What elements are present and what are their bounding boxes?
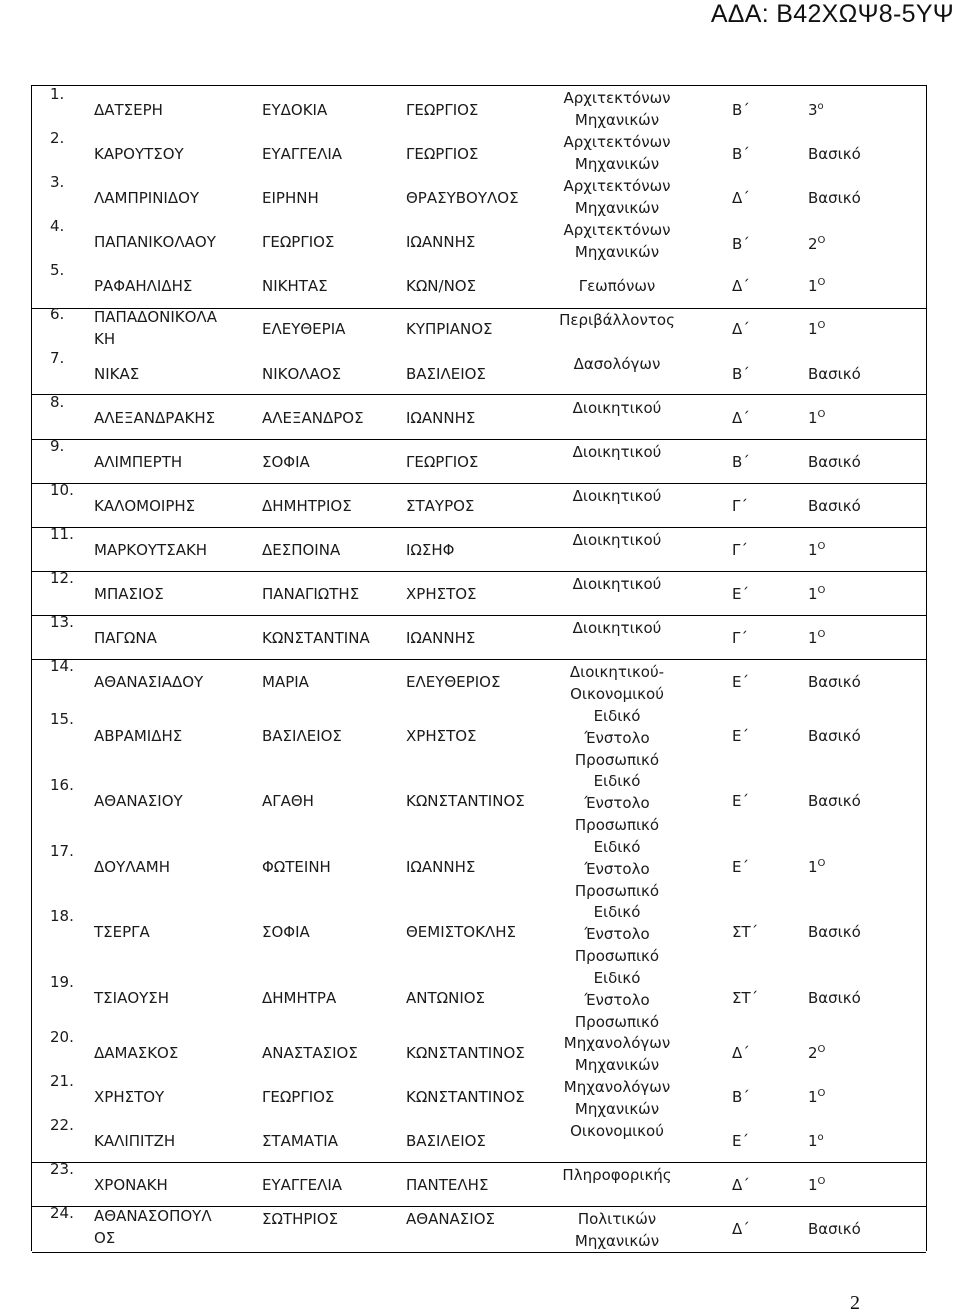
category-cell: Β΄ — [732, 453, 750, 471]
category-cell: Γ΄ — [732, 629, 748, 647]
table-row-group — [32, 615, 926, 655]
category-cell: Ε΄ — [732, 727, 749, 745]
specialty-cell: Διοικητικού — [572, 487, 662, 505]
row-number: 24. — [50, 1204, 74, 1222]
grade-cell: Βασικό — [808, 497, 861, 515]
row-number: 21. — [50, 1072, 74, 1090]
category-cell: Δ΄ — [732, 1044, 750, 1062]
first-name-cell: ΣΟΦΙΑ — [262, 923, 310, 941]
grade-cell: Βασικό — [808, 145, 861, 163]
specialty-cell: Προσωπικό — [574, 816, 660, 834]
specialty-cell: Μηχανολόγων — [563, 1078, 671, 1096]
specialty-cell: Μηχανικών — [574, 155, 660, 173]
row-number: 10. — [50, 481, 74, 499]
specialty-cell: Μηχανικών — [574, 111, 660, 129]
first-name-cell: ΕΥΑΓΓΕΛΙΑ — [262, 1176, 343, 1194]
category-cell: Γ΄ — [732, 541, 748, 559]
father-name-cell: ΓΕΩΡΓΙΟΣ — [406, 101, 479, 119]
specialty-cell: Ειδικό — [593, 838, 641, 856]
surname-cell: ΜΑΡΚΟΥΤΣΑΚΗ — [94, 541, 208, 559]
surname-cell: ΧΡΗΣΤΟΥ — [94, 1088, 165, 1106]
category-cell: Β΄ — [732, 101, 750, 119]
grade-cell: $1^o$ — [808, 1132, 824, 1150]
specialty-cell: Διοικητικού- — [569, 663, 665, 681]
specialty-cell: Μηχανικών — [574, 243, 660, 261]
father-name-cell: ΚΩΝΣΤΑΝΤΙΝΟΣ — [406, 792, 525, 810]
specialty-cell: Οικονομικού — [570, 1122, 664, 1140]
grade-cell: $3^o$ — [808, 101, 824, 119]
category-cell: Δ΄ — [732, 189, 750, 207]
surname-cell: ΚΑΛΟΜΟΙΡΗΣ — [94, 497, 196, 515]
surname-cell: ΚΑΛΙΠΙΤΖΗ — [94, 1132, 176, 1150]
father-name-cell: ΚΩΝ/ΝΟΣ — [406, 277, 477, 295]
grade-cell: Βασικό — [808, 792, 861, 810]
grade-cell: Βασικό — [808, 989, 861, 1007]
first-name-cell: ΓΕΩΡΓΙΟΣ — [262, 1088, 335, 1106]
surname-cell: ΚΑΡΟΥΤΣΟΥ — [94, 145, 184, 163]
father-name-cell: ΒΑΣΙΛΕΙΟΣ — [406, 365, 486, 383]
first-name-cell: ΣΩΤΗΡΙΟΣ — [262, 1210, 339, 1228]
surname-cell: ΔΟΥΛΑΜΗ — [94, 858, 170, 876]
father-name-cell: ΙΩΑΝΝΗΣ — [406, 233, 476, 251]
row-number: 5. — [50, 261, 65, 279]
specialty-cell: Γεωπόνων — [578, 277, 656, 295]
specialty-cell: Διοικητικού — [572, 443, 662, 461]
specialty-cell: Αρχιτεκτόνων — [563, 221, 671, 239]
row-number: 14. — [50, 657, 74, 675]
grade-cell: Βασικό — [808, 673, 861, 691]
specialty-cell: Διοικητικού — [572, 619, 662, 637]
surname-cell: ΑΛΙΜΠΕΡΤΗ — [94, 453, 183, 471]
first-name-cell: ΠΑΝΑΓΙΩΤΗΣ — [262, 585, 360, 603]
grade-cell: Βασικό — [808, 189, 861, 207]
row-number: 15. — [50, 710, 74, 728]
category-cell: Δ΄ — [732, 277, 750, 295]
father-name-cell: ΧΡΗΣΤΟΣ — [406, 585, 477, 603]
first-name-cell: ΕΙΡΗΝΗ — [262, 189, 319, 207]
row-number: 7. — [50, 349, 65, 367]
first-name-cell: ΣΟΦΙΑ — [262, 453, 310, 471]
row-number: 1. — [50, 85, 65, 103]
first-name-cell: ΒΑΣΙΛΕΙΟΣ — [262, 727, 342, 745]
surname-cell: ΤΣΙΑΟΥΣΗ — [94, 989, 170, 1007]
father-name-cell: ΓΕΩΡΓΙΟΣ — [406, 453, 479, 471]
first-name-cell: ΕΥΔΟΚΙΑ — [262, 101, 328, 119]
row-number: 2. — [50, 129, 65, 147]
grade-cell: $2^O$ — [808, 1044, 826, 1062]
category-cell: ΣΤ΄ — [732, 989, 759, 1007]
specialty-cell: Μηχανικών — [574, 1100, 660, 1118]
category-cell: Γ΄ — [732, 497, 748, 515]
father-name-cell: ΘΡΑΣΥΒΟΥΛΟΣ — [406, 189, 519, 207]
father-name-cell: ΑΝΤΩΝΙΟΣ — [406, 989, 486, 1007]
specialty-cell: Αρχιτεκτόνων — [563, 133, 671, 151]
row-number: 12. — [50, 569, 74, 587]
specialty-cell: Ειδικό — [593, 903, 641, 921]
surname-cell: ΔΑΜΑΣΚΟΣ — [94, 1044, 179, 1062]
specialty-cell: Δασολόγων — [573, 355, 661, 373]
specialty-cell: Πληροφορικής — [562, 1166, 672, 1184]
father-name-cell: ΙΩΣΗΦ — [406, 541, 455, 559]
father-name-cell: ΙΩΑΝΝΗΣ — [406, 629, 476, 647]
category-cell: Ε΄ — [732, 585, 749, 603]
specialty-cell: Μηχανικών — [574, 1056, 660, 1074]
specialty-cell: Ειδικό — [593, 772, 641, 790]
father-name-cell: ΒΑΣΙΛΕΙΟΣ — [406, 1132, 486, 1150]
first-name-cell: ΔΗΜΗΤΡΙΟΣ — [262, 497, 352, 515]
row-number: 9. — [50, 437, 65, 455]
surname-cell: ΚΗ — [94, 330, 116, 348]
grade-cell: Βασικό — [808, 365, 861, 383]
surname-cell: ΜΠΑΣΙΟΣ — [94, 585, 164, 603]
specialty-cell: Μηχανολόγων — [563, 1034, 671, 1052]
father-name-cell: ΘΕΜΙΣΤΟΚΛΗΣ — [406, 923, 516, 941]
first-name-cell: ΔΕΣΠΟΙΝΑ — [262, 541, 341, 559]
row-number: 17. — [50, 842, 74, 860]
row-number: 18. — [50, 907, 74, 925]
specialty-cell: Μηχανικών — [574, 1232, 660, 1250]
specialty-cell: Ειδικό — [593, 707, 641, 725]
surname-cell: ΑΘΑΝΑΣΙΑΔΟΥ — [94, 673, 204, 691]
father-name-cell: ΕΛΕΥΘΕΡΙΟΣ — [406, 673, 501, 691]
first-name-cell: ΕΛΕΥΘΕΡΙΑ — [262, 320, 346, 338]
first-name-cell: ΑΓΑΘΗ — [262, 792, 314, 810]
grade-cell: Βασικό — [808, 923, 861, 941]
specialty-cell: Περιβάλλοντος — [559, 311, 675, 329]
surname-cell: ΔΑΤΣΕΡΗ — [94, 101, 163, 119]
father-name-cell: ΑΘΑΝΑΣΙΟΣ — [406, 1210, 495, 1228]
page-number: 2 — [850, 1292, 860, 1314]
specialty-cell: Ένστολο — [584, 991, 650, 1009]
category-cell: Β΄ — [732, 1088, 750, 1106]
surname-cell: ΠΑΠΑΝΙΚΟΛΑΟΥ — [94, 233, 216, 251]
surname-cell: ΤΣΕΡΓΑ — [94, 923, 150, 941]
first-name-cell: ΓΕΩΡΓΙΟΣ — [262, 233, 335, 251]
grade-cell: $1^O$ — [808, 1176, 826, 1194]
grade-cell: $1^O$ — [808, 409, 826, 427]
specialty-cell: Πολιτικών — [577, 1210, 657, 1228]
specialty-cell: Διοικητικού — [572, 575, 662, 593]
category-cell: Δ΄ — [732, 409, 750, 427]
grade-cell: $1^O$ — [808, 1088, 826, 1106]
category-cell: ΣΤ΄ — [732, 923, 759, 941]
specialty-cell: Ένστολο — [584, 729, 650, 747]
category-cell: Ε΄ — [732, 673, 749, 691]
row-number: 16. — [50, 776, 74, 794]
first-name-cell: ΔΗΜΗΤΡΑ — [262, 989, 337, 1007]
specialty-cell: Προσωπικό — [574, 882, 660, 900]
surname-cell: ΠΑΓΩΝΑ — [94, 629, 157, 647]
first-name-cell: ΕΥΑΓΓΕΛΙΑ — [262, 145, 343, 163]
grade-cell: $1^O$ — [808, 629, 826, 647]
surname-cell: ΝΙΚΑΣ — [94, 365, 140, 383]
row-number: 6. — [50, 305, 65, 323]
grade-cell: Βασικό — [808, 1220, 861, 1238]
surname-cell: ΟΣ — [94, 1229, 116, 1247]
specialty-cell: Ένστολο — [584, 860, 650, 878]
category-cell: Β΄ — [732, 365, 750, 383]
surname-cell: ΡΑΦΑΗΛΙΔΗΣ — [94, 277, 193, 295]
category-cell: Δ΄ — [732, 1176, 750, 1194]
table-row-group — [32, 571, 926, 611]
grade-cell: $2^O$ — [808, 235, 826, 253]
first-name-cell: ΦΩΤΕΙΝΗ — [262, 858, 331, 876]
father-name-cell: ΣΤΑΥΡΟΣ — [406, 497, 475, 515]
specialty-cell: Αρχιτεκτόνων — [563, 177, 671, 195]
row-number: 23. — [50, 1160, 74, 1178]
first-name-cell: ΝΙΚΟΛΑΟΣ — [262, 365, 342, 383]
specialty-cell: Αρχιτεκτόνων — [563, 89, 671, 107]
row-number: 22. — [50, 1116, 74, 1134]
father-name-cell: ΠΑΝΤΕΛΗΣ — [406, 1176, 489, 1194]
grade-cell: Βασικό — [808, 727, 861, 745]
ada-code: ΑΔΑ: Β42ΧΩΨ8-5ΥΨ — [710, 0, 954, 28]
first-name-cell: ΑΛΕΞΑΝΔΡΟΣ — [262, 409, 364, 427]
first-name-cell: ΝΙΚΗΤΑΣ — [262, 277, 328, 295]
category-cell: Ε΄ — [732, 792, 749, 810]
specialty-cell: Προσωπικό — [574, 947, 660, 965]
category-cell: Ε΄ — [732, 1132, 749, 1150]
surname-cell: ΠΑΠΑΔΟΝΙΚΟΛΑ — [94, 308, 217, 326]
row-number: 8. — [50, 393, 65, 411]
specialty-cell: Διοικητικού — [572, 531, 662, 549]
grade-cell: $1^O$ — [808, 277, 826, 295]
grade-cell: Βασικό — [808, 453, 861, 471]
personnel-table — [31, 85, 927, 1251]
father-name-cell: ΙΩΑΝΝΗΣ — [406, 858, 476, 876]
surname-cell: ΛΑΜΠΡΙΝΙΔΟΥ — [94, 189, 200, 207]
specialty-cell: Ένστολο — [584, 925, 650, 943]
first-name-cell: ΣΤΑΜΑΤΙΑ — [262, 1132, 338, 1150]
row-number: 11. — [50, 525, 74, 543]
specialty-cell: Προσωπικό — [574, 1013, 660, 1031]
grade-cell: $1^O$ — [808, 585, 826, 603]
father-name-cell: ΚΩΝΣΤΑΝΤΙΝΟΣ — [406, 1044, 525, 1062]
surname-cell: ΑΛΕΞΑΝΔΡΑΚΗΣ — [94, 409, 216, 427]
grade-cell: $1^O$ — [808, 858, 826, 876]
surname-cell: ΧΡΟΝΑΚΗ — [94, 1176, 168, 1194]
category-cell: Ε΄ — [732, 858, 749, 876]
category-cell: Β΄ — [732, 235, 750, 253]
father-name-cell: ΓΕΩΡΓΙΟΣ — [406, 145, 479, 163]
surname-cell: ΑΘΑΝΑΣΙΟΥ — [94, 792, 183, 810]
grade-cell: $1^O$ — [808, 541, 826, 559]
specialty-cell: Προσωπικό — [574, 751, 660, 769]
specialty-cell: Ένστολο — [584, 794, 650, 812]
first-name-cell: ΚΩΝΣΤΑΝΤΙΝΑ — [262, 629, 370, 647]
grade-cell: $1^O$ — [808, 320, 826, 338]
row-number: 19. — [50, 973, 74, 991]
father-name-cell: ΚΩΝΣΤΑΝΤΙΝΟΣ — [406, 1088, 525, 1106]
specialty-cell: Ειδικό — [593, 969, 641, 987]
category-cell: Δ΄ — [732, 320, 750, 338]
father-name-cell: ΙΩΑΝΝΗΣ — [406, 409, 476, 427]
father-name-cell: ΧΡΗΣΤΟΣ — [406, 727, 477, 745]
father-name-cell: ΚΥΠΡΙΑΝΟΣ — [406, 320, 493, 338]
row-number: 4. — [50, 217, 65, 235]
row-number: 13. — [50, 613, 74, 631]
first-name-cell: ΜΑΡΙΑ — [262, 673, 309, 691]
specialty-cell: Μηχανικών — [574, 199, 660, 217]
category-cell: Β΄ — [732, 145, 750, 163]
row-number: 20. — [50, 1028, 74, 1046]
row-number: 3. — [50, 173, 65, 191]
category-cell: Δ΄ — [732, 1220, 750, 1238]
specialty-cell: Οικονομικού — [570, 685, 664, 703]
specialty-cell: Διοικητικού — [572, 399, 662, 417]
surname-cell: ΑΘΑΝΑΣΟΠΟΥΛ — [94, 1207, 212, 1225]
surname-cell: ΑΒΡΑΜΙΔΗΣ — [94, 727, 183, 745]
first-name-cell: ΑΝΑΣΤΑΣΙΟΣ — [262, 1044, 358, 1062]
